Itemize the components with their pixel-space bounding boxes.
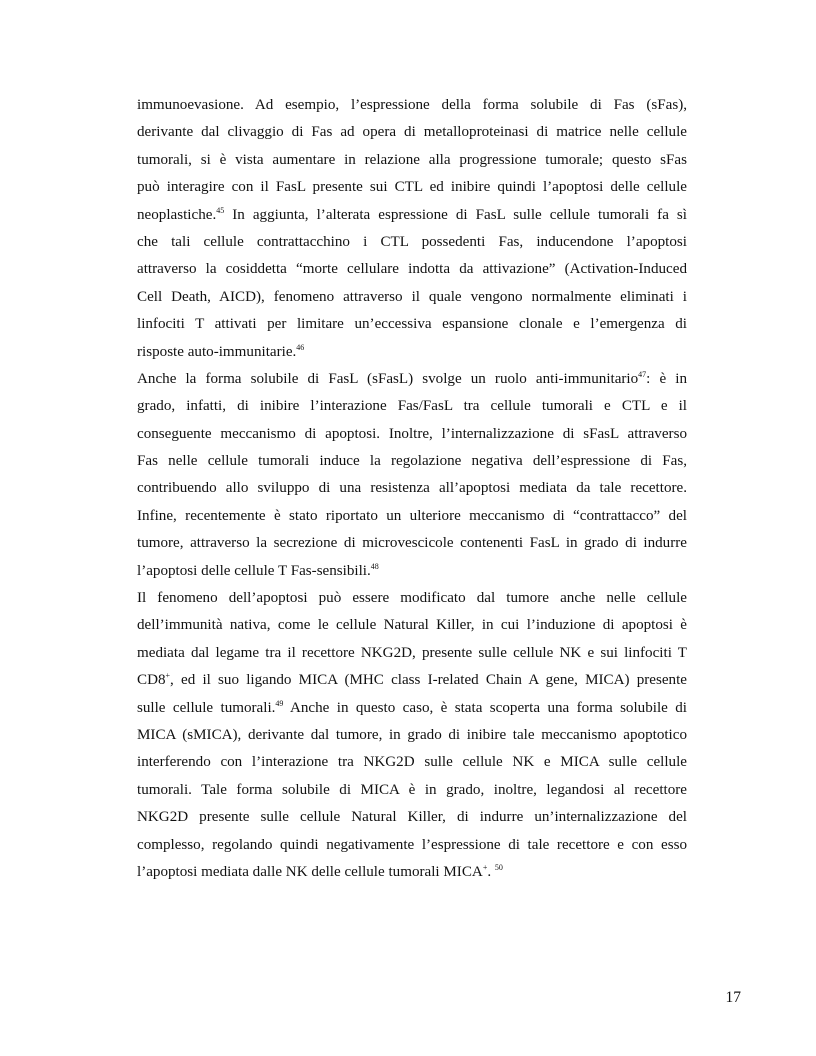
text-fragment: l’apoptosi mediata dalle NK delle cellule tumorali MICA: [137, 863, 483, 880]
text-fragment: Anche la forma solubile di FasL (sFasL) svolge un ruolo anti-immunitario: [137, 370, 639, 387]
text-line: Cell Death, AICD), fenomeno attraverso il quale vengono normalmente eliminati i: [137, 288, 687, 305]
text-line: mediata dal legame tra il recettore NKG2D, presente sulle cellule NK e sui linfociti T: [137, 644, 687, 661]
superscript-plus: +: [482, 862, 488, 872]
text-line: dell’immunità nativa, come le cellule Natural Killer, in cui l’induzione di apoptosi è: [137, 617, 687, 634]
text-line: Il fenomeno dell’apoptosi può essere modificato dal tumore anche nelle cellule: [137, 590, 687, 607]
superscript-plus: +: [165, 671, 171, 681]
text-fragment: l’apoptosi delle cellule T Fas-sensibili.: [137, 562, 371, 579]
text-line: Infine, recentemente è stato riportato un ulteriore meccanismo di “contrattacco” del: [137, 507, 687, 524]
paragraph-2: [137, 366, 687, 585]
text-line: [137, 558, 687, 585]
text-line: [137, 202, 687, 229]
text-line: conseguente meccanismo di apoptosi. Inoltre, l’internalizzazione di sFasL attraverso: [137, 425, 687, 442]
page-number: 17: [725, 989, 741, 1006]
text-line: Fas nelle cellule tumorali induce la regolazione negativa dell’espressione di Fas,: [137, 453, 687, 470]
text-line: tumore, attraverso la secrezione di microvescicole contenenti FasL in grado di indurre: [137, 535, 687, 552]
paragraph-3: [137, 585, 687, 886]
text-line: [137, 695, 687, 722]
footnote-ref-50: 50: [494, 862, 503, 872]
text-line: immunoevasione. Ad esempio, l’espressione della forma solubile di Fas (sFas),: [137, 97, 687, 113]
text-line: [137, 366, 687, 393]
text-line: complesso, regolando quindi negativamente l’espressione di tale recettore e con esso: [137, 836, 687, 853]
footnote-ref-47: 47: [638, 369, 647, 379]
text-fragment: Anche in questo caso, è stata scoperta una forma solubile di: [283, 699, 687, 716]
text-line: [137, 859, 687, 886]
text-line: grado, infatti, di inibire l’interazione Fas/FasL tra cellule tumorali e CTL e il: [137, 398, 687, 415]
footnote-ref-45: 45: [216, 205, 225, 215]
text-fragment: In aggiunta, l’alterata espressione di FasL sulle cellule tumorali fa sì: [224, 206, 687, 223]
text-fragment: sulle cellule tumorali.: [137, 699, 276, 716]
body-text: [137, 92, 687, 886]
text-line: MICA (sMICA), derivante dal tumore, in grado di inibire tale meccanismo apoptotico: [137, 726, 687, 743]
text-fragment: neoplastiche.: [137, 206, 217, 223]
text-fragment: risposte auto-immunitarie.: [137, 343, 297, 360]
text-line: NKG2D presente sulle cellule Natural Killer, di indurre un’internalizzazione del: [137, 809, 687, 826]
text-line: [137, 667, 687, 694]
text-fragment: .: [487, 863, 495, 880]
text-line: derivante dal clivaggio di Fas ad opera di metalloproteinasi di matrice nelle cellule: [137, 124, 687, 141]
footnote-ref-46: 46: [296, 342, 305, 352]
text-line: [137, 339, 687, 366]
paragraph-1: [137, 92, 687, 366]
text-line: tumorali. Tale forma solubile di MICA è in grado, inoltre, legandosi al recettore: [137, 781, 687, 798]
text-line: tumorali, si è vista aumentare in relazione alla progressione tumorale; questo sFas: [137, 151, 687, 168]
text-line: interferendo con l’interazione tra NKG2D sulle cellule NK e MICA sulle cellule: [137, 754, 687, 771]
text-line: attraverso la cosiddetta “morte cellulare indotta da attivazione” (Activation-Induced: [137, 261, 687, 278]
text-fragment: CD8: [137, 672, 166, 689]
text-fragment: , ed il suo ligando MICA (MHC class I-related Chain A gene, MICA) presente: [170, 672, 687, 689]
text-line: linfociti T attivati per limitare un’eccessiva espansione clonale e l’emergenza di: [137, 316, 687, 333]
footnote-ref-48: 48: [370, 561, 379, 571]
text-line: può interagire con il FasL presente sui CTL ed inibire quindi l’apoptosi delle cellule: [137, 179, 687, 196]
text-fragment: : è in: [646, 370, 687, 387]
text-line: che tali cellule contrattacchino i CTL possedenti Fas, inducendone l’apoptosi: [137, 233, 687, 250]
text-line: contribuendo allo sviluppo di una resistenza all’apoptosi mediata da tale recettore.: [137, 480, 687, 497]
footnote-ref-49: 49: [275, 698, 284, 708]
